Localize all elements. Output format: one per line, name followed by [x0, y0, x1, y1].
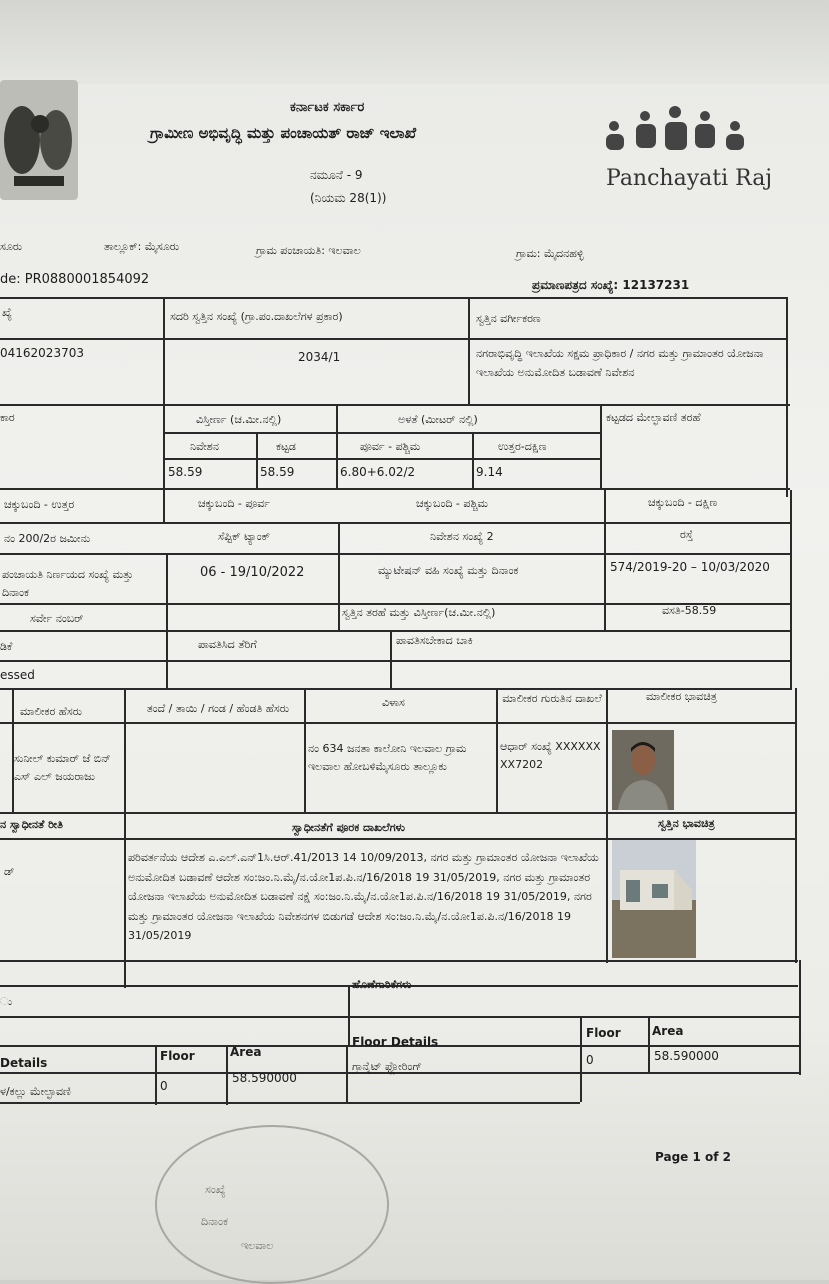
- mutation-value: 574/2019-20 – 10/03/2020: [610, 560, 770, 574]
- west-boundary: ನಿವೇಶನ ಸಂಖ್ಯೆ 2: [430, 530, 494, 543]
- south-boundary-header: ಚಕ್ಕುಬಂದಿ - ದಕ್ಷಿಣ: [648, 496, 718, 509]
- survey-label: ಸರ್ವೇ ನಂಬರ್: [30, 612, 84, 625]
- owner-address-header: ವಿಳಾಸ: [382, 696, 405, 709]
- rule-line: [0, 722, 796, 724]
- rule-line: [336, 404, 338, 488]
- owner-name-header: ಮಾಲೀಕರ ಹೆಸರು: [20, 705, 83, 718]
- prop-class-header: ಸ್ವತ್ತಿನ ವರ್ಗೀಕರಣ: [476, 312, 541, 325]
- possession-documents: ಪರಿವರ್ತನೆಯ ಆದೇಶ ಎ.ಎಲ್.ಎನ್1ಸಿ.ಆರ್.41/2013 14 10/09/2013, ನಗರ ಮತ್ತು ಗ್ರಾಮಾಂತರ ಯೋಜನಾ ಇಲಾಖೆಯ ಅನುಮೋದಿತ ಬಡಾವಣೆ ಆದೇಶ ಸಂ:ಜಂ.ನಿ.ಮೈ/ನ.ಯೋ1ಪ.ಪಿ.ನ/16/2018 19 31/05/2019, ನಗರ ಮತ್ತು ಗ್ರಾಮಾಂತರ ಯೋಜನಾ ಇಲಾಖೆಯ ಅನುಮೋದಿತ ಬಡಾವಣೆ ನಕ್ಷೆ ಸಂ:ಜಂ.ನಿ.ಮೈ/ನ.ಯೋ1ಪ.ಪಿ.ನ/16/2018 19 31/05/2019, ನಗರ ಮತ್ತು ಗ್ರಾಮಾಂತರ ಯೋಜನಾ ಇಲಾಖೆಯ ನಿವೇಶನಗಳ ಬಿಡುಗಡೆ ಆದೇಶ ಸಂ:ಜಂ.ನಿ.ಮೈ/ನ.ಯೋ1ಪ.ಪಿ.ನ/16/2018 19 31/05/2019: [128, 851, 599, 942]
- owner-id-header: ಮಾಲೀಕರ ಗುರುತಿನ ದಾಖಲೆ: [502, 692, 602, 705]
- building-header: ಕಟ್ಟಡ: [276, 440, 296, 453]
- floor-details-header: Floor Details: [352, 1035, 439, 1049]
- rule-line: [166, 553, 168, 688]
- government-title: ಕರ್ನಾಟಕ ಸರ್ಕಾರ: [290, 100, 365, 115]
- gram-panchayat: ಗ್ರಾಮ ಪಂಚಾಯತಿ: ಇಲವಾಲ: [256, 244, 361, 257]
- mutation-label: ಮ್ಯುಟೇಷನ್ ವಹಿ ಸಂಖ್ಯೆ ಮತ್ತು ದಿನಾಂಕ: [378, 564, 519, 577]
- property-type-value: ವಸತಿ-58.59: [662, 604, 717, 617]
- east-boundary: ಸೆಪ್ಟಿಕ್ ಟ್ಯಾಂಕ್: [218, 530, 271, 543]
- prop-id: 04162023703: [0, 346, 84, 360]
- building-area: 58.59: [260, 465, 295, 479]
- owner-photo-header: ಮಾಲೀಕರ ಭಾವಚಿತ್ರ: [646, 690, 717, 703]
- north-boundary: ನಂ 200/2ರ ಜಮೀನು: [4, 532, 91, 545]
- north-boundary-header: ಚಕ್ಕುಬಂದಿ - ಉತ್ತರ: [4, 498, 75, 511]
- district: ಸೂರು: [0, 240, 23, 253]
- rule-line: [472, 432, 474, 488]
- rule-line: [648, 1016, 650, 1074]
- assessed-label: essed: [0, 668, 35, 682]
- roof-type: ಳ/ಕಲ್ಲು ಮೇಲ್ಛಾವಣಿ: [0, 1085, 71, 1098]
- background-top: [0, 0, 829, 84]
- property-photo-header: ಸ್ವತ್ತಿನ ಭಾವಚಿತ್ರ: [658, 817, 715, 830]
- rule-line: [0, 660, 792, 662]
- rule-line: [0, 404, 790, 406]
- rule-line: [600, 404, 602, 488]
- east-boundary-header: ಚಕ್ಕುಬಂದಿ - ಪೂರ್ವ: [198, 497, 271, 510]
- prop-classification: ನಗರಾಭಿವೃದ್ಧಿ ಇಲಾಖೆಯ ಸಕ್ಷಮ ಪ್ರಾಧಿಕಾರ / ನಗರ ಮತ್ತು ಗ್ರಾಮಾಂತರ ಯೋಜನಾ ಇಲಾಖೆಯ ಅನುಮೋದಿತ ಬಡಾವಣೆ ನಿವೇಶನ: [476, 347, 764, 379]
- floor-type: ಗ್ರಾನೈಟ್ ಫ್ಲೋರಿಂಗ್: [352, 1060, 422, 1073]
- rule-number: (ನಿಯಮ 28(1)): [310, 191, 387, 205]
- rule-line: [163, 458, 600, 460]
- area-header-left: Area: [230, 1045, 262, 1059]
- owner-address: ನಂ 634 ಜನತಾ ಕಾಲೋನಿ ಇಲವಾಲ ಗ್ರಾಮ ಇಲವಾಲ ಹೋಬಳಿಮೈಸೂರು ತಾಲ್ಲೂಕು: [308, 742, 467, 773]
- rule-line: [468, 297, 470, 404]
- rule-line: [390, 630, 392, 688]
- liabilities-header: ಹೊಣೆಗಾರಿಕೆಗಳು: [352, 978, 412, 991]
- rule-line: [795, 688, 797, 963]
- rule-line: [786, 297, 788, 497]
- stamp-place: ಇಲವಾಲ: [241, 1239, 274, 1252]
- floor-number-left: 0: [160, 1079, 168, 1093]
- prop-number-header: ಸದರಿ ಸ್ವತ್ತಿನ ಸಂಖ್ಯೆ (ಗ್ರಾ.ಪಂ.ದಾಖಲೆಗಳ ಪ್ರಕಾರ): [170, 310, 343, 323]
- logo-text: Panchayati Raj: [606, 166, 773, 191]
- area-header: ವಿಸ್ತೀರ್ಣ (ಚ.ಮೀ.ನಲ್ಲಿ): [196, 413, 282, 426]
- west-boundary-header: ಚಕ್ಕುಬಂದಿ - ಪಶ್ಚಿಮ: [416, 497, 489, 510]
- owner-name: ಸುನೀಲ್ ಕುಮಾರ್ ಜೆ ಬಿನ್ ಎಸ್ ಎಲ್ ಜಯರಾಜು: [14, 752, 111, 783]
- stamp-number-label: ಸಂಖ್ಯೆ: [205, 1183, 226, 1196]
- prop-id-header: ಖ್ಯೆ: [2, 306, 12, 319]
- resolution-label: ಪಂಚಾಯತಿ ನಿರ್ಣಯದ ಸಂಖ್ಯೆ ಮತ್ತು ದಿನಾಂಕ: [2, 568, 134, 599]
- prop-number: 2034/1: [298, 350, 341, 364]
- taluk: ತಾಲ್ಲೂಕ್: ಮೈಸೂರು: [104, 240, 180, 253]
- rule-line: [338, 522, 340, 630]
- east-west-value: 6.80+6.02/2: [340, 465, 416, 479]
- department-title: ಗ್ರಾಮೀಣ ಅಭಿವೃದ್ಧಿ ಮತ್ತು ಪಂಚಾಯತ್ ರಾಜ್ ಇಲಾಖೆ: [150, 124, 417, 142]
- form-number: ನಮೂನೆ - 9: [310, 168, 363, 182]
- rule-line: [0, 960, 798, 962]
- floor-number-right: 0: [586, 1053, 594, 1067]
- rule-line: [0, 522, 790, 524]
- rule-line: [0, 297, 787, 299]
- rule-line: [604, 490, 606, 630]
- rule-line: [496, 688, 498, 812]
- owner-photo: [612, 730, 674, 810]
- rule-line: [124, 688, 126, 988]
- liabilities-left-label: ು: [0, 995, 13, 1008]
- details-header: Details: [0, 1056, 48, 1070]
- possession-mode-header: ನ ಸ್ವಾಧೀನತೆ ರೀತಿ: [0, 818, 63, 831]
- north-south-value: 9.14: [476, 465, 503, 479]
- stamp-date-label: ದಿನಾಂಕ: [201, 1215, 228, 1228]
- rule-line: [163, 297, 165, 522]
- official-stamp: [155, 1125, 389, 1284]
- rule-line: [226, 1045, 228, 1105]
- owner-parent-header: ತಂದೆ / ತಾಯಿ / ಗಂಡ / ಹೆಂಡತಿ ಹೆಸರು: [146, 702, 290, 715]
- certificate-number: ಪ್ರಮಾಣಪತ್ರದ ಸಂಖ್ಯೆ: 12137231: [532, 278, 690, 292]
- rule-line: [0, 1102, 580, 1104]
- floor-area-left: 58.590000: [232, 1071, 297, 1085]
- south-boundary: ರಸ್ತೆ: [680, 528, 694, 541]
- rule-line: [0, 812, 796, 814]
- rule-line: [580, 1016, 582, 1102]
- owner-id: ಆಧಾರ್ ಸಂಖ್ಯೆ XXXXXXXX7202: [500, 740, 601, 771]
- north-south-header: ಉತ್ತರ-ದಕ್ಷಿಣ: [498, 440, 547, 453]
- rule-line: [348, 985, 350, 1045]
- rule-line: [155, 1045, 157, 1105]
- rule-line: [606, 688, 608, 963]
- rule-line: [163, 432, 600, 434]
- site-area: 58.59: [168, 465, 203, 479]
- possession-mode: ಡ್: [4, 865, 15, 878]
- floor-header-right: Floor: [586, 1026, 621, 1040]
- rule-line: [0, 553, 790, 555]
- village: ಗ್ರಾಮ: ಮೈದನಹಳ್ಳಿ: [516, 247, 584, 260]
- site-header: ನಿವೇಶನ: [190, 440, 219, 453]
- tax-label: ಡಿಕೆ: [0, 640, 13, 653]
- rule-line: [0, 1016, 800, 1018]
- area-header-right: Area: [652, 1024, 684, 1038]
- resolution-value: 06 - 19/10/2022: [200, 565, 305, 580]
- page-number: Page 1 of 2: [655, 1150, 731, 1164]
- rule-line: [0, 488, 790, 490]
- tax-due-label: ಪಾವತಿಸಬೇಕಾದ ಬಾಕಿ: [396, 634, 473, 647]
- panchayati-raj-logo: [600, 102, 750, 166]
- east-west-header: ಪೂರ್ವ - ಪಶ್ಚಿಮ: [360, 440, 421, 453]
- rule-line: [790, 490, 792, 690]
- area-type-header: ಕಾರ: [0, 411, 15, 424]
- floor-header-left: Floor: [160, 1049, 195, 1063]
- karnataka-emblem: [0, 80, 78, 200]
- rule-line: [346, 1045, 348, 1102]
- tax-paid-label: ಪಾವತಿಸಿದ ತೆರಿಗೆ: [198, 638, 257, 651]
- property-photo: [612, 840, 696, 958]
- rule-line: [0, 338, 787, 340]
- property-code: de: PR0880001854092: [0, 272, 150, 287]
- rule-line: [799, 960, 801, 1075]
- rule-line: [304, 688, 306, 812]
- floor-area-right: 58.590000: [654, 1049, 719, 1063]
- possession-docs-header: ಸ್ವಾಧೀನತೆಗೆ ಪೂರಕ ದಾಖಲೆಗಳು: [292, 821, 406, 834]
- property-type-label: ಸ್ವತ್ತಿನ ತರಹೆ ಮತ್ತು ವಿಸ್ತೀರ್ಣ(ಚ.ಮೀ.ನಲ್ಲಿ): [342, 606, 496, 619]
- rule-line: [256, 432, 258, 488]
- measure-header: ಅಳತೆ (ಮೀಟರ್ ನಲ್ಲಿ): [398, 413, 478, 426]
- rule-line: [0, 630, 792, 632]
- roof-type-header: ಕಟ್ಟಡದ ಮೇಲ್ಛಾವಣಿ ತರಹೆ: [606, 411, 701, 424]
